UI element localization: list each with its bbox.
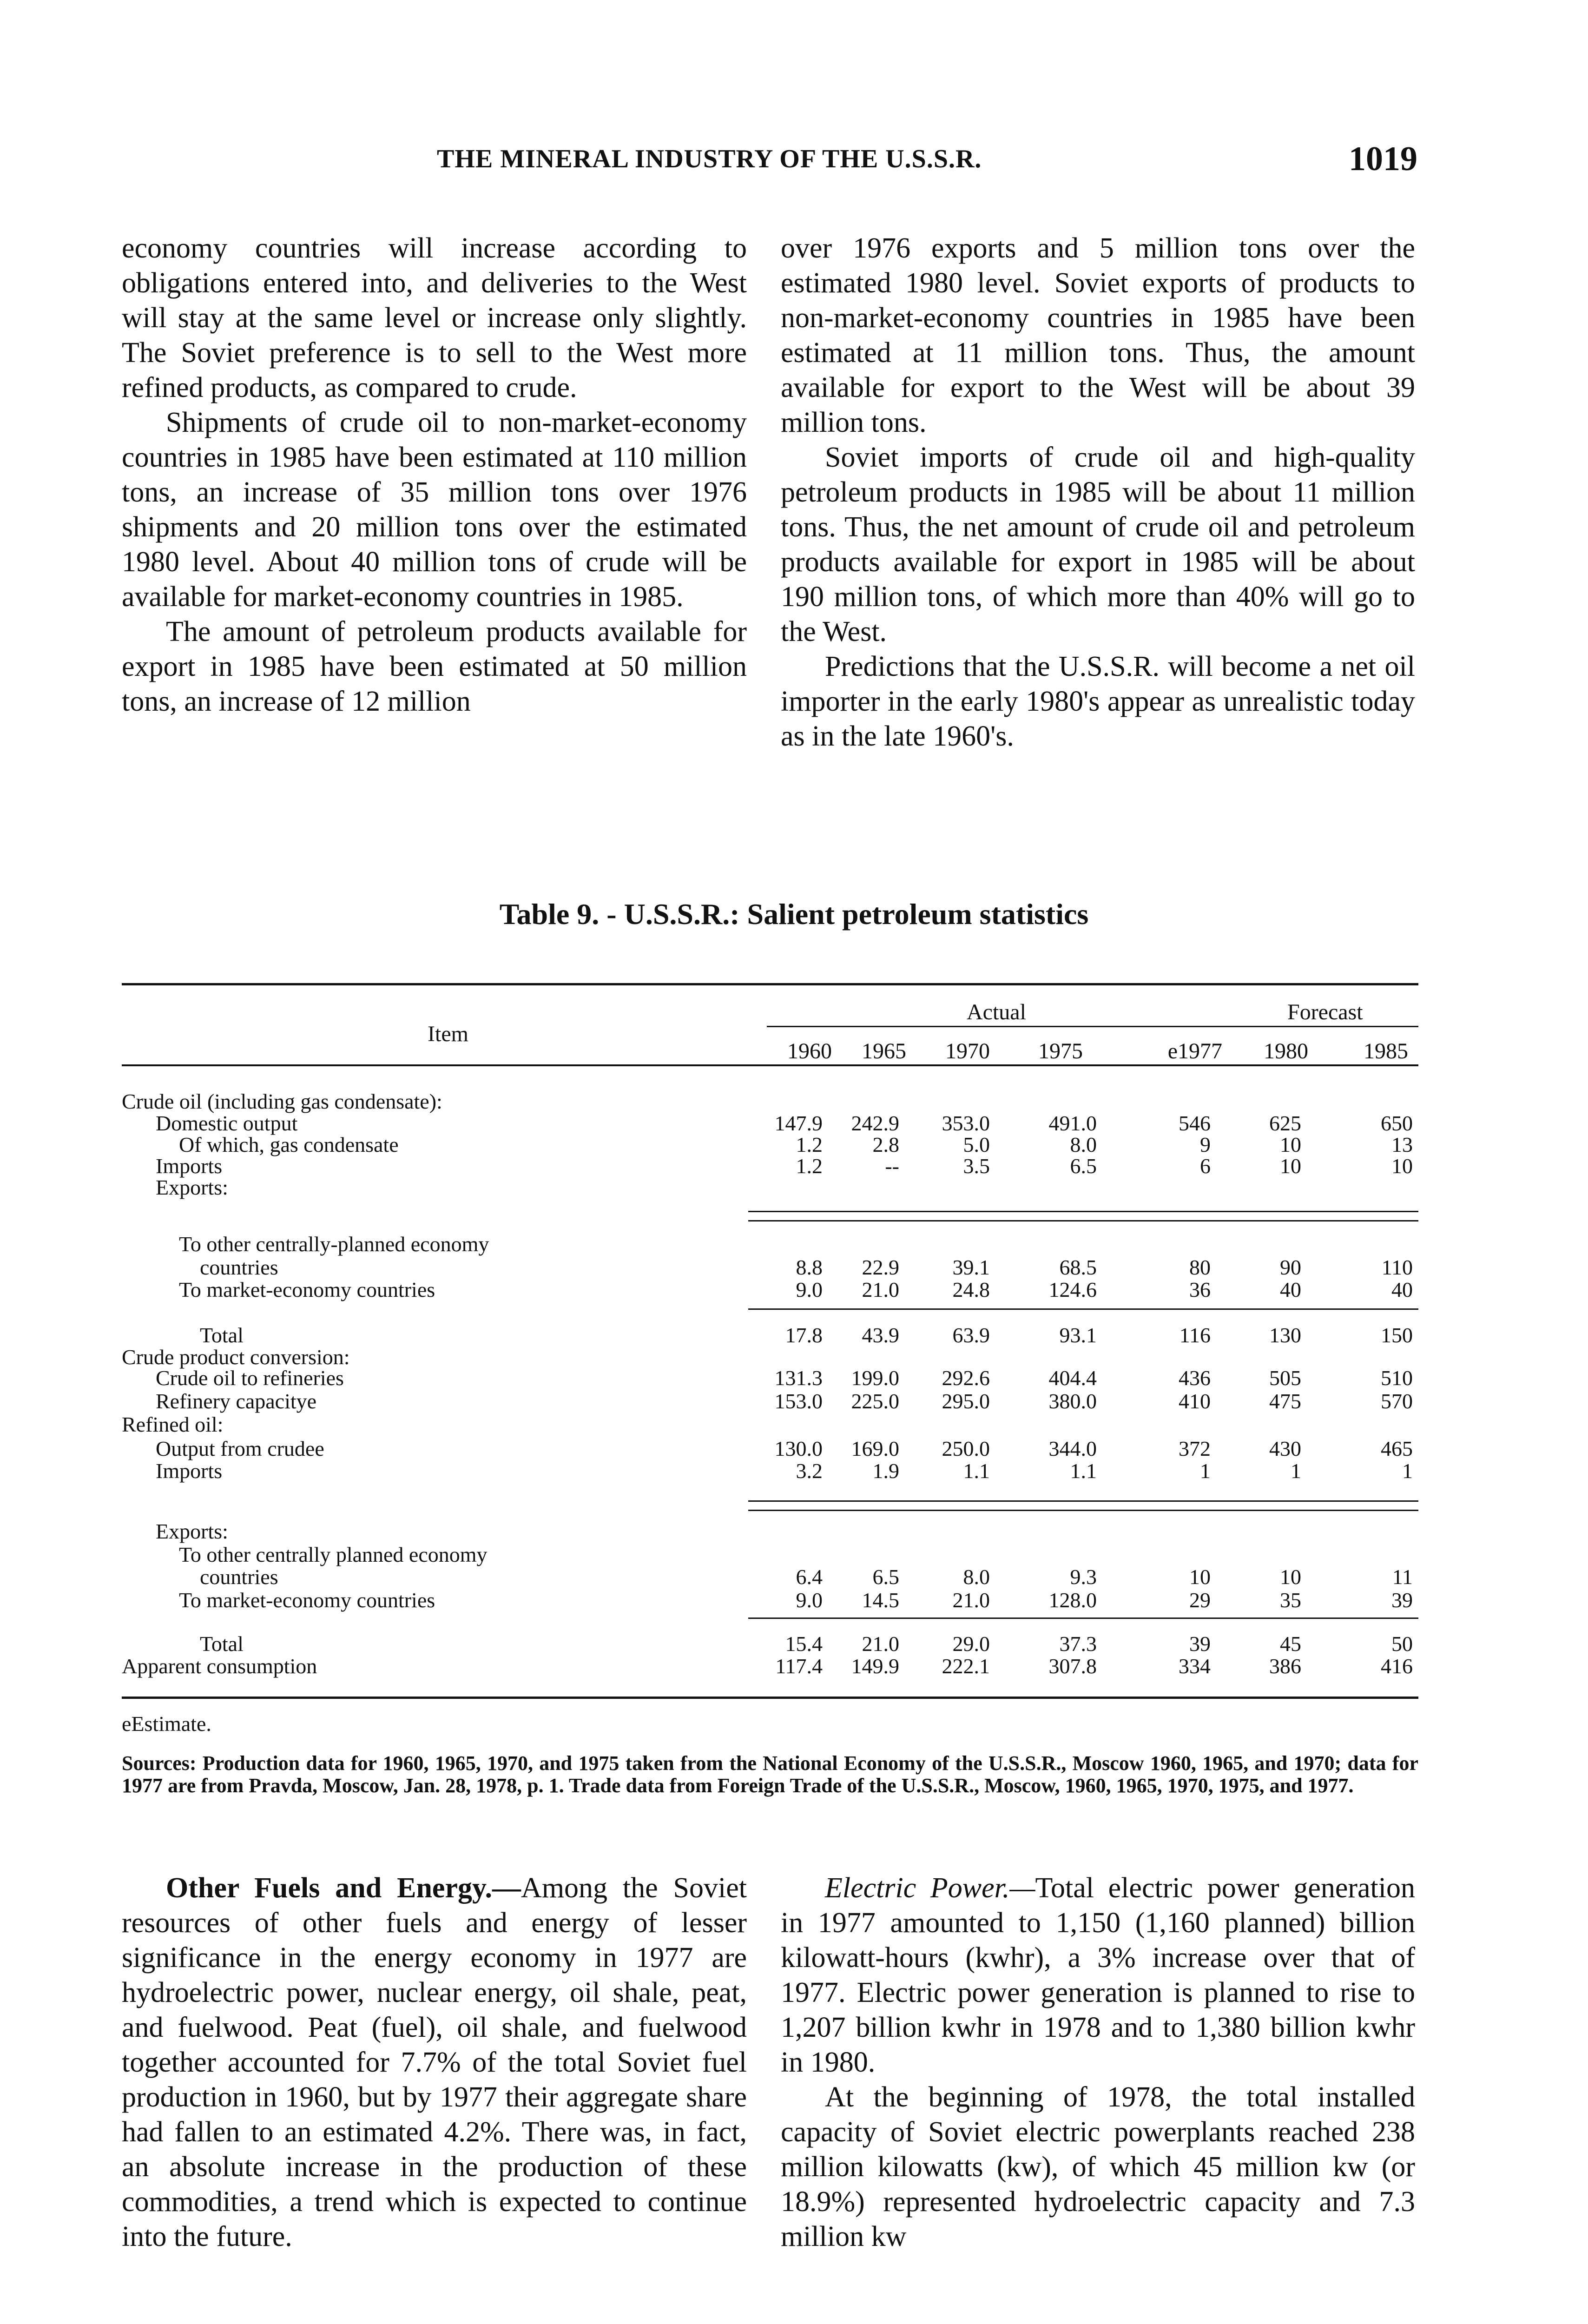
table-cell: 36 (1189, 1278, 1211, 1301)
table-cell: 39 (1391, 1588, 1413, 1612)
table-bottom-rule (122, 1697, 1418, 1699)
row-label: Crude product conversion: (122, 1345, 350, 1369)
table-cell: 10 (1280, 1154, 1301, 1178)
table-cell: 380.0 (1048, 1389, 1097, 1413)
table-cell: 3.2 (796, 1459, 823, 1483)
row-label: Exports: (156, 1175, 228, 1199)
table-cell: 199.0 (851, 1366, 899, 1390)
table-cell: 90 (1280, 1255, 1301, 1279)
table-cell: 6.4 (796, 1565, 823, 1589)
subtotal-rule (748, 1308, 1418, 1310)
table-cell: 410 (1179, 1389, 1211, 1413)
table-cell: 475 (1269, 1389, 1301, 1413)
table-cell: 9.0 (796, 1278, 823, 1301)
table-cell: 10 (1280, 1133, 1301, 1156)
table-cell: 6.5 (872, 1565, 899, 1589)
table-cell: 11 (1392, 1565, 1413, 1589)
table-cell: 436 (1179, 1366, 1211, 1390)
table-cell: 2.8 (872, 1133, 899, 1156)
table-cell: 8.8 (796, 1255, 823, 1279)
section-rule (748, 1220, 1418, 1221)
section-rule (748, 1211, 1418, 1212)
table-cell: 1 (1200, 1459, 1211, 1483)
table-cell: 386 (1269, 1654, 1301, 1678)
section-rule (748, 1510, 1418, 1511)
table-cell: 650 (1381, 1111, 1413, 1135)
table-cell: 22.9 (862, 1255, 899, 1279)
table-cell: 8.0 (1070, 1133, 1097, 1156)
table-cell: 1 (1402, 1459, 1413, 1483)
bottom-right-column (781, 1871, 1415, 2254)
table-cell: 353.0 (942, 1111, 990, 1135)
table-cell: 416 (1381, 1654, 1413, 1678)
table-cell: 63.9 (952, 1323, 990, 1347)
year-header: 1985 (1364, 1039, 1408, 1063)
running-title: THE MINERAL INDUSTRY OF THE U.S.S.R. (437, 145, 982, 173)
table-cell: 10 (1391, 1154, 1413, 1178)
row-label: Total (200, 1632, 244, 1656)
row-label: Apparent consumption (122, 1654, 317, 1678)
table-cell: 15.4 (785, 1632, 823, 1656)
paragraph: Total electric power generation in 1977 amounted to 1,150 (1,160 planned) billion kilowatt-hours (kwhr), a 3% increase over that of 1977. Electric power generation is planned to rise to 1,207 billion kwhr in 1978 and to 1,380 billion kwhr in 1980. (781, 1872, 1415, 2078)
row-label: Crude oil to refineries (156, 1366, 344, 1390)
table-cell: 465 (1381, 1437, 1413, 1460)
paragraph: over 1976 exports and 5 million tons over the estimated 1980 level. Soviet exports of products to non-market-economy countries in 1985 have been estimated at 11 million tons. Thus, the amount available for export to the West will be about 39 million tons. (781, 232, 1415, 438)
table-cell: 14.5 (862, 1588, 899, 1612)
table-cell: 13 (1391, 1133, 1413, 1156)
row-label: Output from crudee (156, 1437, 324, 1460)
forecast-group-header: Forecast (1287, 1000, 1363, 1024)
table-cell: 21.0 (862, 1632, 899, 1656)
row-label: To other centrally planned economy (179, 1543, 488, 1566)
actual-group-rule (767, 1026, 1232, 1027)
row-label: To market-economy countries (179, 1588, 435, 1612)
table-cell: 29 (1189, 1588, 1211, 1612)
table-cell: 130.0 (774, 1437, 823, 1460)
table-cell: 250.0 (942, 1437, 990, 1460)
table-footnote: eEstimate. (122, 1712, 211, 1736)
row-label: Of which, gas condensate (179, 1133, 399, 1156)
row-label: Imports (156, 1154, 223, 1178)
table-cell: 110 (1381, 1255, 1413, 1279)
table-cell: 510 (1381, 1366, 1413, 1390)
year-header: e1977 (1167, 1039, 1222, 1063)
table-cell: 1.1 (963, 1459, 990, 1483)
table-cell: 117.4 (775, 1654, 823, 1678)
table-cell: 9 (1200, 1133, 1211, 1156)
row-label: Refinery capacitye (156, 1389, 317, 1413)
paragraph: At the beginning of 1978, the total installed capacity of Soviet electric powerplants reached 238 million kilowatts (kw), of which 45 million kw (or 18.9%) represented hydroelectric capacity and 7.3 million kw (781, 2081, 1415, 2252)
table-cell: 68.5 (1059, 1255, 1097, 1279)
table-title: Table 9. - U.S.S.R.: Salient petroleum statistics (499, 898, 1089, 931)
table-cell: 124.6 (1048, 1278, 1097, 1301)
table-cell: 153.0 (774, 1389, 823, 1413)
table-cell: 35 (1280, 1588, 1301, 1612)
table-cell: 130 (1269, 1323, 1301, 1347)
year-header: 1980 (1264, 1039, 1308, 1063)
table-cell: 93.1 (1059, 1323, 1097, 1347)
table-cell: 17.8 (785, 1323, 823, 1347)
year-header: 1960 (787, 1039, 832, 1063)
table-cell: 1.2 (796, 1154, 823, 1178)
table-cell: 491.0 (1048, 1111, 1097, 1135)
table-cell: 21.0 (862, 1278, 899, 1301)
table-cell: 1 (1291, 1459, 1301, 1483)
paragraph: Shipments of crude oil to non-market-economy countries in 1985 have been estimated at 110 million tons, an increase of 35 million tons over 1976 shipments and 20 million tons over the estimated 1980 level. About 40 million tons of crude will be available for market-economy countries in 1985. (122, 407, 747, 613)
table-cell: 169.0 (851, 1437, 899, 1460)
top-right-column (781, 231, 1415, 754)
forecast-group-rule (1232, 1026, 1418, 1027)
table-cell: -- (885, 1154, 899, 1178)
table-cell: 21.0 (952, 1588, 990, 1612)
top-left-column (122, 231, 747, 719)
row-label: Total (200, 1323, 244, 1347)
paragraph: economy countries will increase according to obligations entered into, and deliveries to the West will stay at the same level or increase only slightly. The Soviet preference is to sell to the West more refined products, as compared to crude. (122, 232, 747, 403)
table-cell: 50 (1391, 1632, 1413, 1656)
table-cell: 116 (1179, 1323, 1211, 1347)
page-number: 1019 (1349, 140, 1417, 178)
table-cell: 505 (1269, 1366, 1301, 1390)
table-cell: 37.3 (1059, 1632, 1097, 1656)
table-top-rule (122, 983, 1418, 985)
table-cell: 3.5 (963, 1154, 990, 1178)
table-cell: 242.9 (851, 1111, 899, 1135)
table-cell: 45 (1280, 1632, 1301, 1656)
paragraph: Soviet imports of crude oil and high-quality petroleum products in 1985 will be about 11 million tons. Thus, the net amount of crude oil and petroleum products available for export in 1985 will be about 190 million tons, of which more than 40% will go to the West. (781, 442, 1415, 647)
row-label: To other centrally-planned economy (179, 1232, 489, 1256)
row-label: Imports (156, 1459, 223, 1483)
section-heading-electric-power: Electric Power.— (825, 1872, 1035, 1904)
table-cell: 546 (1179, 1111, 1211, 1135)
table-cell: 1.1 (1070, 1459, 1097, 1483)
table-cell: 307.8 (1048, 1654, 1097, 1678)
section-heading-other-fuels: Other Fuels and Energy.— (166, 1872, 521, 1904)
table-cell: 40 (1391, 1278, 1413, 1301)
table-cell: 39.1 (952, 1255, 990, 1279)
table-cell: 24.8 (952, 1278, 990, 1301)
table-cell: 39 (1189, 1632, 1211, 1656)
section-rule (748, 1500, 1418, 1502)
table-cell: 225.0 (851, 1389, 899, 1413)
table-cell: 80 (1189, 1255, 1211, 1279)
row-label: Domestic output (156, 1111, 298, 1135)
actual-group-header: Actual (967, 1000, 1026, 1024)
table-cell: 29.0 (952, 1632, 990, 1656)
table-cell: 5.0 (963, 1133, 990, 1156)
table-cell: 131.3 (774, 1366, 823, 1390)
row-label: To market-economy countries (179, 1278, 435, 1301)
table-cell: 570 (1381, 1389, 1413, 1413)
table-cell: 8.0 (963, 1565, 990, 1589)
table-cell: 1.9 (872, 1459, 899, 1483)
row-label: countries (200, 1565, 278, 1589)
table-cell: 149.9 (851, 1654, 899, 1678)
table-cell: 334 (1179, 1654, 1211, 1678)
table-cell: 128.0 (1048, 1588, 1097, 1612)
table-cell: 147.9 (774, 1111, 823, 1135)
table-cell: 1.2 (796, 1133, 823, 1156)
paragraph: Predictions that the U.S.S.R. will become a net oil importer in the early 1980's appear as unrealistic today as in the late 1960's. (781, 651, 1415, 752)
header-bottom-rule (122, 1064, 1418, 1066)
table-cell: 295.0 (942, 1389, 990, 1413)
row-label: Exports: (156, 1519, 228, 1543)
table-sources: Sources: Production data for 1960, 1965, 1970, and 1975 taken from the National Economy of the U.S.S.R., Moscow 1960, 1965, and 1970; data for 1977 are from Pravda, Moscow, Jan. 28, 1978, p. 1. Trade data from Foreign Trade of the U.S.S.R., Moscow, 1960, 1965, 1970, 1975, and 1977. (122, 1752, 1418, 1797)
table-cell: 6.5 (1070, 1154, 1097, 1178)
table-cell: 222.1 (942, 1654, 990, 1678)
row-label: Crude oil (including gas condensate): (122, 1089, 442, 1113)
table-cell: 344.0 (1048, 1437, 1097, 1460)
table-cell: 9.3 (1070, 1565, 1097, 1589)
page-header (437, 139, 1417, 181)
table-cell: 10 (1189, 1565, 1211, 1589)
year-header: 1975 (1038, 1039, 1083, 1063)
bottom-left-column (122, 1871, 747, 2254)
table-cell: 6 (1200, 1154, 1211, 1178)
table-cell: 9.0 (796, 1588, 823, 1612)
row-label: countries (200, 1255, 278, 1279)
item-header: Item (428, 1022, 468, 1046)
table-cell: 150 (1381, 1323, 1413, 1347)
table-cell: 40 (1280, 1278, 1301, 1301)
row-label: Refined oil: (122, 1413, 224, 1436)
table-cell: 10 (1280, 1565, 1301, 1589)
table-cell: 430 (1269, 1437, 1301, 1460)
table-cell: 404.4 (1048, 1366, 1097, 1390)
year-header: 1965 (862, 1039, 906, 1063)
table-cell: 625 (1269, 1111, 1301, 1135)
paragraph: The amount of petroleum products available for export in 1985 have been estimated at 50 million tons, an increase of 12 million (122, 616, 747, 717)
paragraph: Among the Soviet resources of other fuels and energy of lesser significance in the energy economy in 1977 are hydroelectric power, nuclear energy, oil shale, peat, and fuelwood. Peat (fuel), oil shale, and fuelwood together accounted for 7.7% of the total Soviet fuel production in 1960, but by 1977 their aggregate share had fallen to an estimated 4.2%. There was, in fact, an absolute increase in the production of these commodities, a trend which is expected to continue into the future. (122, 1872, 747, 2252)
table-cell: 372 (1179, 1437, 1211, 1460)
table-cell: 292.6 (942, 1366, 990, 1390)
year-header: 1970 (945, 1039, 990, 1063)
subtotal-rule (748, 1618, 1418, 1619)
table-cell: 43.9 (862, 1323, 899, 1347)
